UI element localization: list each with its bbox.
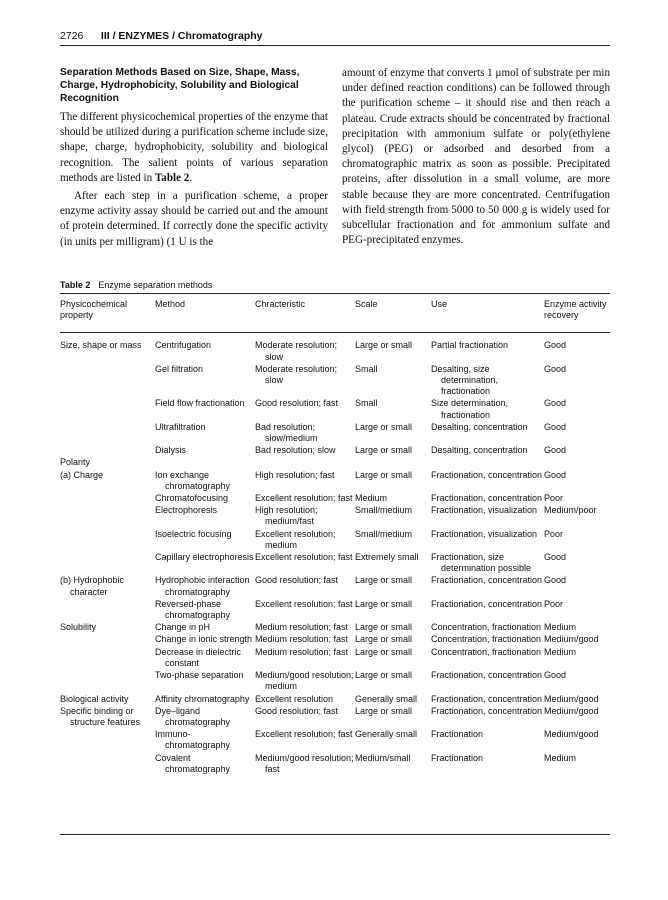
cell-text: Field flow fractionation (155, 398, 245, 409)
table-cell (255, 398, 355, 421)
table-row (60, 470, 610, 493)
table-cell (544, 332, 610, 363)
table-row (60, 552, 610, 575)
column-header: Chracteristic (255, 299, 306, 309)
table-body (60, 332, 610, 776)
table-cell (60, 575, 155, 598)
table-cell (155, 457, 255, 469)
cell-text: Affinity chromatography (155, 693, 250, 704)
table-top-rule (60, 293, 610, 294)
table-cell (255, 552, 355, 575)
table-cell (544, 529, 610, 552)
table-cell (255, 670, 355, 693)
cell-text: Large or small (355, 705, 413, 716)
table-cell (155, 470, 255, 493)
table-cell (355, 552, 431, 575)
cell-text: Medium (544, 646, 577, 657)
cell-text: Generally small (355, 693, 418, 704)
cell-text: Solubility (60, 622, 97, 633)
table-cell (155, 493, 255, 505)
cell-text: Small (355, 398, 378, 409)
table-cell (255, 622, 355, 634)
cell-text: Polarity (60, 457, 91, 468)
cell-text: Medium/poor (544, 505, 597, 516)
table-cell (60, 529, 155, 552)
table-cell (544, 634, 610, 646)
table-row (60, 332, 610, 363)
table-cell (155, 364, 255, 399)
table-cell (255, 599, 355, 622)
table-cell (431, 457, 544, 469)
table-row (60, 599, 610, 622)
cell-text: Specific binding or structure features (60, 705, 141, 727)
cell-text: Good (544, 469, 567, 480)
cell-text: Ion exchange chromatography (155, 469, 231, 491)
table-cell (431, 332, 544, 363)
cell-text: Biological activity (60, 693, 129, 704)
table-cell (155, 599, 255, 622)
table-cell (431, 364, 544, 399)
paragraph-1 (60, 110, 328, 186)
table-row (60, 529, 610, 552)
cell-text: Large or small (355, 622, 413, 633)
table-row (60, 634, 610, 646)
cell-text: Generally small (355, 729, 418, 740)
cell-text: Decrease in dielectric constant (155, 646, 242, 668)
cell-text: Large or small (355, 445, 413, 456)
table-cell (255, 647, 355, 670)
table-cell (544, 575, 610, 598)
cell-text: Covalent chromatography (155, 752, 231, 774)
cell-text: Fractionation, concentration (431, 705, 543, 716)
table-cell (544, 552, 610, 575)
cell-text: Large or small (355, 340, 413, 351)
table-row (60, 647, 610, 670)
table-cell (155, 729, 255, 752)
table-cell (544, 647, 610, 670)
cell-text: Medium/good (544, 705, 599, 716)
table-cell (60, 634, 155, 646)
paragraph-1-end: . (189, 171, 193, 184)
cell-text: Small/medium (355, 505, 413, 516)
cell-text: Medium (355, 493, 388, 504)
table-cell (431, 706, 544, 729)
cell-text: Medium resolution; fast (255, 646, 349, 657)
cell-text: Bad resolution; slow (255, 445, 336, 456)
table-title: Enzyme separation methods (98, 280, 213, 290)
table-caption (60, 280, 212, 290)
table-cell (155, 622, 255, 634)
table-cell (255, 706, 355, 729)
table-row (60, 729, 610, 752)
cell-text: (a) Charge (60, 469, 104, 480)
cell-text: Change in pH (155, 622, 211, 633)
column-header: Method (155, 299, 186, 309)
cell-text: High resolution; medium/fast (255, 505, 318, 527)
table-cell (60, 599, 155, 622)
table-cell (431, 445, 544, 457)
table-row (60, 422, 610, 445)
cell-text: Dialysis (155, 445, 187, 456)
cell-text: Poor (544, 598, 564, 609)
table-row (60, 445, 610, 457)
table-cell (544, 493, 610, 505)
table-cell (431, 505, 544, 528)
table-cell (431, 622, 544, 634)
cell-text: Poor (544, 493, 564, 504)
table-cell (255, 634, 355, 646)
table-cell (355, 575, 431, 598)
cell-text: Gel filtration (155, 363, 204, 374)
cell-text: Good (544, 398, 567, 409)
table-cell (155, 332, 255, 363)
table-cell (60, 470, 155, 493)
table-label: Table 2 (60, 280, 91, 290)
cell-text: Medium (544, 752, 577, 763)
cell-text: Fractionation (431, 752, 484, 763)
table-cell (544, 729, 610, 752)
table-cell (255, 493, 355, 505)
table-row (60, 364, 610, 399)
table-cell (155, 575, 255, 598)
table-cell (255, 422, 355, 445)
cell-text: Excellent resolution; medium (255, 528, 336, 550)
table-cell (255, 445, 355, 457)
table-cell (431, 753, 544, 776)
table-row (60, 706, 610, 729)
cell-text: Good (544, 552, 567, 563)
table-cell (544, 706, 610, 729)
table-cell (355, 398, 431, 421)
cell-text: Concentration, fractionation (431, 634, 542, 645)
table-cell (155, 445, 255, 457)
cell-text: Small (355, 363, 378, 374)
cell-text: Medium/good resolution; fast (255, 752, 354, 774)
table-cell (155, 505, 255, 528)
cell-text: Centrifugation (155, 340, 212, 351)
table-cell (544, 599, 610, 622)
cell-text: Large or small (355, 670, 413, 681)
table-cell (60, 622, 155, 634)
table-row (60, 670, 610, 693)
cell-text: Large or small (355, 598, 413, 609)
table-cell (431, 694, 544, 706)
table-cell (431, 670, 544, 693)
column-header: Enzyme activity recovery (544, 299, 607, 321)
table-cell (431, 529, 544, 552)
cell-text: Good (544, 421, 567, 432)
table-cell (431, 634, 544, 646)
cell-text: Capillary electrophoresis (155, 552, 254, 563)
cell-text: Fractionation, visualization (431, 505, 538, 516)
table-cell (255, 529, 355, 552)
cell-text: Bad resolution; slow/medium (255, 421, 318, 444)
table-cell (431, 575, 544, 598)
table-cell (355, 529, 431, 552)
enzyme-separation-table (60, 299, 610, 776)
cell-text: Good (544, 670, 567, 681)
page-number: 2726 (60, 30, 84, 42)
cell-text: Fractionation, concentration (431, 493, 543, 504)
table-row (60, 694, 610, 706)
table-cell (255, 753, 355, 776)
column-header: Use (431, 299, 448, 309)
table-row (60, 398, 610, 421)
table-cell (355, 422, 431, 445)
column-header: Scale (355, 299, 378, 309)
cell-text: Extremely small (355, 552, 419, 563)
table-cell (544, 422, 610, 445)
cell-text: Excellent resolution; fast (255, 729, 353, 740)
table-cell (431, 552, 544, 575)
cell-text: Large or small (355, 646, 413, 657)
table-cell (544, 505, 610, 528)
table-cell (544, 364, 610, 399)
table-cell (355, 445, 431, 457)
cell-text: Excellent resolution; fast (255, 493, 353, 504)
table-cell (355, 753, 431, 776)
paragraph-3: amount of enzyme that converts 1 μmol of substrate per min under defined reaction conditions) can be followed through the purification scheme – it should rise and then reach a plateau. Crude extracts should be concentrated by fractional precipitation with ammonium sulfate or poly(ethylene glycol) (PEG) or adsorbed and desorbed from a chromatographic matrix as soon as possible. Precipitated proteins, after dissolution in a small volume, are more stable because they are more concentrated. Centrifugation with field strength from 5000 to 50 000 g is widely used for subcellular fractionation and for ammonium sulfate and PEG-precipitated enzymes. (342, 67, 610, 247)
table-cell (60, 670, 155, 693)
table-cell (431, 647, 544, 670)
cell-text: Desalting, concentration (431, 421, 528, 432)
cell-text: Good resolution; fast (255, 575, 339, 586)
table-cell (60, 753, 155, 776)
cell-text: Partial fractionation (431, 340, 509, 351)
table-cell (155, 634, 255, 646)
cell-text: Excellent resolution; fast (255, 552, 353, 563)
cell-text: Size determination, fractionation (431, 398, 509, 420)
cell-text: Fractionation, concentration (431, 575, 543, 586)
cell-text: Concentration, fractionation (431, 646, 542, 657)
table-reference[interactable]: Table 2 (154, 171, 190, 184)
table-cell (431, 470, 544, 493)
table-cell (155, 552, 255, 575)
cell-text: Size, shape or mass (60, 340, 142, 351)
cell-text: High resolution; fast (255, 469, 335, 480)
table-cell (544, 398, 610, 421)
table-cell (431, 398, 544, 421)
table-cell (60, 505, 155, 528)
table-cell (60, 457, 155, 469)
table-cell (355, 493, 431, 505)
cell-text: Desalting, size determination, fractionation (431, 363, 499, 397)
cell-text: Large or small (355, 575, 413, 586)
table-cell (544, 457, 610, 469)
table-cell (155, 694, 255, 706)
cell-text: (b) Hydrophobic character (60, 575, 125, 597)
cell-text: Good (544, 340, 567, 351)
table-cell (544, 753, 610, 776)
cell-text: Excellent resolution; fast (255, 598, 353, 609)
cell-text: Poor (544, 528, 564, 539)
table-cell (355, 599, 431, 622)
cell-text: Medium resolution; fast (255, 622, 349, 633)
cell-text: Reversed-phase chromatography (155, 598, 231, 621)
cell-text: Medium (544, 622, 577, 633)
table-cell (544, 445, 610, 457)
table-row (60, 457, 610, 469)
table-cell (544, 670, 610, 693)
table-cell (355, 332, 431, 363)
cell-text: Medium/good (544, 693, 599, 704)
cell-text: Medium/good resolution; medium (255, 670, 354, 692)
left-column (60, 66, 328, 250)
table-cell (355, 634, 431, 646)
cell-text: Small/medium (355, 528, 413, 539)
table-cell (60, 422, 155, 445)
paragraph-2: After each step in a purification scheme, a proper enzyme activity assay should be carried out and the amount of protein determined. If correctly done the specific activity (in units per milligram) (1 U is the (60, 190, 328, 248)
table-header-row (60, 299, 610, 332)
table-cell (60, 552, 155, 575)
table-cell (431, 422, 544, 445)
table-cell (355, 470, 431, 493)
table-cell (60, 445, 155, 457)
table-cell (60, 729, 155, 752)
cell-text: Hydrophobic interaction chromatography (155, 575, 250, 597)
table-row (60, 622, 610, 634)
cell-text: Change in ionic strength (155, 634, 253, 645)
cell-text: Chromatofocusing (155, 493, 229, 504)
table-cell (155, 398, 255, 421)
cell-text: Good resolution; fast (255, 398, 339, 409)
table-cell (355, 647, 431, 670)
table-cell (355, 706, 431, 729)
running-header (60, 30, 610, 42)
cell-text: Fractionation, size determination possible (431, 552, 532, 574)
table-cell (60, 332, 155, 363)
table-cell (60, 647, 155, 670)
cell-text: Fractionation (431, 729, 484, 740)
table-cell (255, 457, 355, 469)
column-header: Physicochemical property (60, 299, 128, 321)
cell-text: Medium resolution; fast (255, 634, 349, 645)
table-cell (60, 364, 155, 399)
cell-text: Fractionation, visualization (431, 528, 538, 539)
cell-text: Fractionation, concentration (431, 598, 543, 609)
cell-text: Medium/good (544, 634, 599, 645)
table-cell (255, 729, 355, 752)
table-cell (431, 493, 544, 505)
table-cell (355, 694, 431, 706)
table-cell (155, 422, 255, 445)
table-row (60, 505, 610, 528)
table-cell (255, 694, 355, 706)
cell-text: Two-phase separation (155, 670, 244, 681)
table-cell (155, 706, 255, 729)
table-cell (255, 470, 355, 493)
table-cell (155, 529, 255, 552)
table-cell (544, 470, 610, 493)
cell-text: Excellent resolution (255, 693, 334, 704)
cell-text: Isoelectric focusing (155, 528, 232, 539)
running-title: III / ENZYMES / Chromatography (100, 30, 263, 42)
cell-text: Large or small (355, 421, 413, 432)
table-cell (431, 729, 544, 752)
table-cell (544, 622, 610, 634)
table-cell (60, 706, 155, 729)
cell-text: Moderate resolution; slow (255, 340, 338, 362)
table-cell (355, 670, 431, 693)
cell-text: Good resolution; fast (255, 705, 339, 716)
table-cell (355, 364, 431, 399)
table-cell (255, 364, 355, 399)
table-cell (355, 457, 431, 469)
table-cell (155, 753, 255, 776)
table-cell (544, 694, 610, 706)
table-cell (355, 505, 431, 528)
cell-text: Large or small (355, 634, 413, 645)
cell-text: Good (544, 575, 567, 586)
cell-text: Fractionation, concentration (431, 670, 543, 681)
cell-text: Large or small (355, 469, 413, 480)
table-cell (155, 647, 255, 670)
table-cell (60, 493, 155, 505)
header-rule (60, 45, 610, 46)
table-row (60, 753, 610, 776)
cell-text: Electrophoresis (155, 505, 218, 516)
table-row (60, 575, 610, 598)
cell-text: Immuno-chromatography (155, 729, 231, 751)
table-cell (431, 599, 544, 622)
cell-text: Fractionation, concentration (431, 693, 543, 704)
cell-text: Desalting, concentration (431, 445, 528, 456)
table-cell (255, 332, 355, 363)
cell-text: Medium/good (544, 729, 599, 740)
section-heading: Separation Methods Based on Size, Shape, Mass, Charge, Hydrophobicity, Solubility and Biological Recognition (60, 67, 300, 104)
table-cell (255, 575, 355, 598)
table-cell (60, 398, 155, 421)
table-bottom-rule (60, 834, 610, 835)
cell-text: Medium/small (355, 752, 411, 763)
cell-text: Ultrafiltration (155, 421, 206, 432)
cell-text: Dye–ligand chromatography (155, 705, 231, 727)
cell-text: Good (544, 445, 567, 456)
table-cell (255, 505, 355, 528)
paragraph-1-text: The different physicochemical properties of the enzyme that should be utilized during a purification scheme include size, shape, charge, hydrophobicity, solubility and biological recognition. The salient points of various separation methods are listed in (60, 111, 328, 184)
table-row (60, 493, 610, 505)
cell-text: Fractionation, concentration (431, 469, 543, 480)
table-cell (155, 670, 255, 693)
table-cell (60, 694, 155, 706)
table-cell (355, 622, 431, 634)
table-cell (355, 729, 431, 752)
cell-text: Good (544, 363, 567, 374)
right-column (342, 66, 610, 248)
cell-text: Concentration, fractionation (431, 622, 542, 633)
cell-text: Moderate resolution; slow (255, 363, 338, 386)
